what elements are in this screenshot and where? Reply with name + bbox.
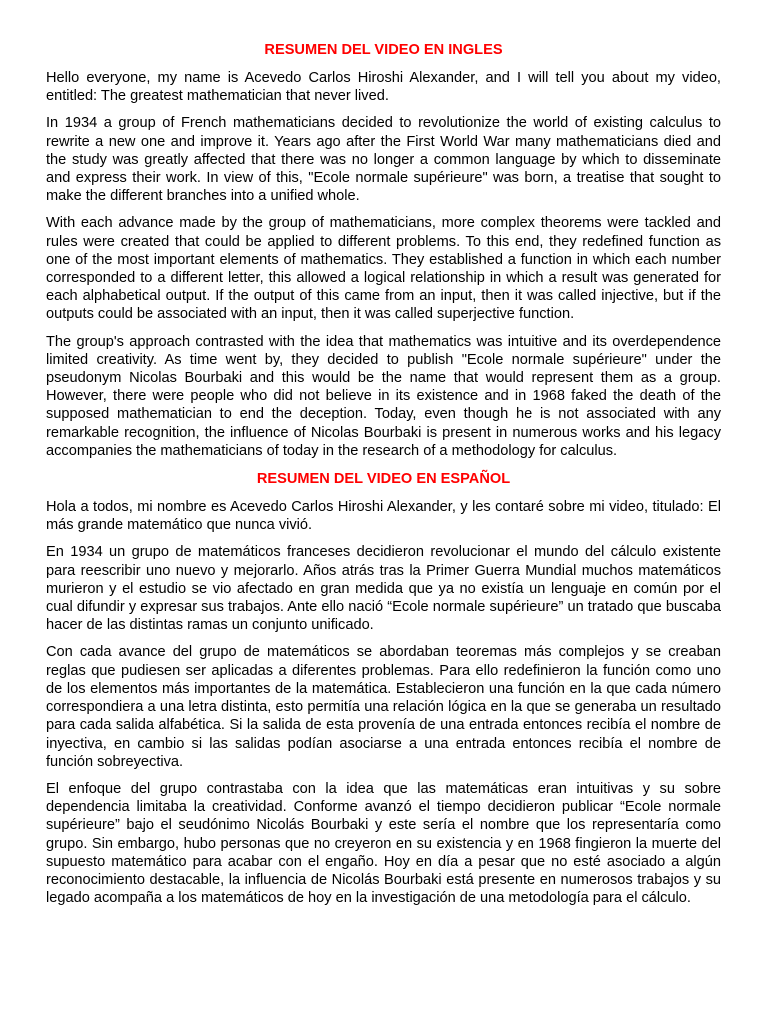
english-paragraph-history: In 1934 a group of French mathematicians decided to revolutionize the world of existing calculus to rewrite a new one and improve it. Years ago after the First World War many mathematicians died and the study was greatly affected that there was no longer a common language by which to disseminate and express their work. In view of this, "Ecole normale supérieure" was born, a treatise that sought to make the different branches into a unified whole. (46, 115, 721, 205)
document-page (46, 40, 721, 916)
english-paragraph-functions: With each advance made by the group of mathematicians, more complex theorems were tackled and rules were created that could be applied to different problems. To this end, they redefined function as one of the most important elements of mathematics. They established a function in which each number corresponded to a different letter, this allowed a logical relationship in which a result was generated for each alphabetical output. If the output of this came from an input, then it was called injective, but if the outputs could be associated with an input, then it was called superjective function. (46, 215, 721, 323)
english-summary-heading: RESUMEN DEL VIDEO EN INGLES (264, 42, 503, 58)
spanish-paragraph-history: En 1934 un grupo de matemáticos franceses decidieron revolucionar el mundo del cálculo existente para reescribir uno nuevo y mejorarlo. Años atrás tras la Primer Guerra Mundial muchos matemáticos murieron y el estudio se vio afectado en gran medida que ya no existía un lenguaje en común por el cual difundir y expresar sus trabajos. Ante ello nació “Ecole normale supérieure” un tratado que buscaba hacer de las distintas ramas un conjunto unificado. (46, 544, 721, 634)
english-paragraph-bourbaki: The group's approach contrasted with the idea that mathematics was intuitive and its overdependence limited creativity. As time went by, they decided to publish "Ecole normale supérieure" under the pseudonym Nicolas Bourbaki and this would be the name that would represent them as a group. However, there were people who did not believe in its existence and in 1968 faked the death of the supposed mathematician to end the deception. Today, even though he is not associated with any remarkable recognition, the influence of Nicolas Bourbaki is present in numerous works and his legacy accompanies the mathematicians of today in the research of a methodology for calculus. (46, 333, 721, 459)
english-paragraph-intro: Hello everyone, my name is Acevedo Carlos Hiroshi Alexander, and I will tell you about my video, entitled: The greatest mathematician that never lived. (46, 70, 721, 105)
spanish-paragraph-bourbaki: El enfoque del grupo contrastaba con la idea que las matemáticas eran intuitivas y su sobre dependencia limitaba la creatividad. Conforme avanzó el tiempo decidieron publicar “Ecole normale supérieure” bajo el seudónimo Nicolás Bourbaki y este sería el nombre que los representaría como grupo. Sin embargo, hubo personas que no creyeron en su existencia y en 1968 fingieron la muerte del supuesto matemático para acabar con el engaño. Hoy en día a pesar que no esté asociado a algún reconocimiento destacable, la influencia de Nicolás Bourbaki está presente en numerosos trabajos y su legado acompaña a los matemáticos de hoy en la investigación de una metodología para el cálculo. (46, 780, 721, 907)
spanish-paragraph-intro: Hola a todos, mi nombre es Acevedo Carlos Hiroshi Alexander, y les contaré sobre mi video, titulado: El más grande matemático que nunca vivió. (46, 499, 721, 534)
spanish-summary-heading: RESUMEN DEL VIDEO EN ESPAÑOL (256, 471, 511, 488)
spanish-paragraph-functions: Con cada avance del grupo de matemáticos se abordaban teoremas más complejos y se creaban reglas que pudiesen ser aplicadas a diferentes problemas. Para ello redefinieron la función como uno de los elementos más importantes de la matemática. Establecieron una función en la que cada número correspondiera a una letra distinta, esto permitía una relación lógica en la que se generaba un resultado para cada salida alfabética. Si la salida de esta provenía de una entrada entonces recibía el nombre de inyectiva, en cambio si las salidas podían asociarse a una entrada entonces recibía el nombre de función sobreyectiva. (46, 644, 721, 770)
